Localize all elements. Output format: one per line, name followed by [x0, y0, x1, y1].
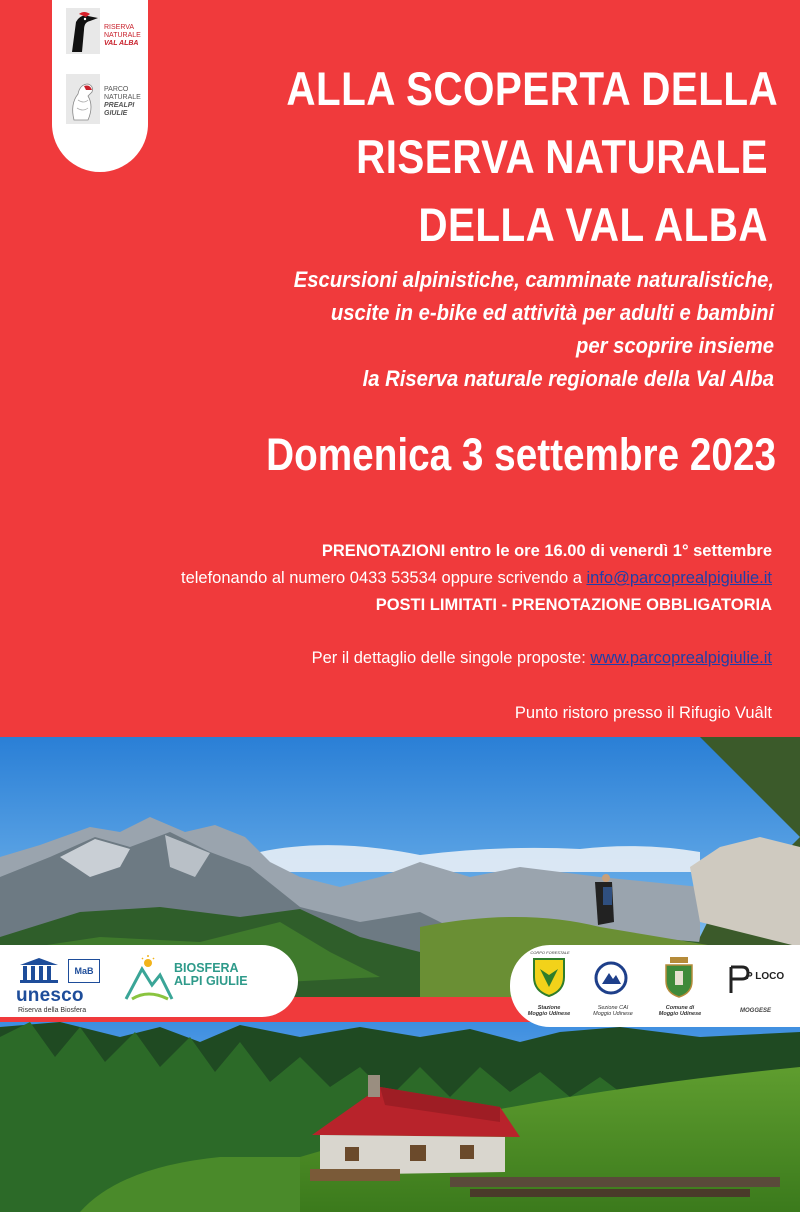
details-text: Per il dettaglio delle singole proposte:	[311, 649, 591, 667]
event-date: Domenica 3 settembre 2023	[266, 429, 776, 480]
booking-deadline	[0, 538, 772, 565]
booking-info	[0, 538, 772, 727]
comune-caption: Comune di Moggio Udinese	[658, 1005, 702, 1017]
forestale-caption: Stazione Moggio Udinese	[527, 1005, 571, 1017]
cai-caption: Sezione CAI Moggio Udinese	[593, 1005, 633, 1017]
biosfera-mountain-icon	[122, 955, 174, 1005]
ristoro-note: Punto ristoro presso il Rifugio Vuâlt	[514, 704, 772, 722]
booking-deadline-text: entro le ore 16.00 di venerdì 1° settembre	[445, 542, 772, 560]
unesco-subtitle: Riserva della Biosfera	[18, 1007, 87, 1014]
subtitle-line-3: per scoprire insieme	[575, 333, 774, 358]
title-line-2: RISERVA NATURALE	[356, 130, 768, 183]
parco-logo	[66, 74, 146, 124]
booking-label: PRENOTAZIONI	[321, 542, 446, 560]
website-link[interactable]: www.parcoprealpigiulie.it	[590, 649, 772, 667]
riserva-logo	[66, 8, 146, 58]
logo-badge	[52, 0, 148, 172]
subtitle	[130, 263, 774, 395]
comune-crest-icon	[662, 955, 696, 999]
mab-badge: MaB	[68, 959, 100, 983]
parco-logo-text: PARCO NATURALE PREALPI GIULIE	[104, 86, 141, 117]
email-link[interactable]: info@parcoprealpigiulie.it	[586, 569, 772, 587]
biosfera-logo-text: BIOSFERA ALPI GIULIE	[174, 961, 248, 988]
woodpecker-icon	[66, 8, 100, 54]
cai-badge-icon	[594, 961, 628, 995]
title-line-1: ALLA SCOPERTA DELLA	[286, 62, 779, 115]
booking-limited: POSTI LIMITATI - PRENOTAZIONE OBBLIGATORIA	[375, 596, 772, 614]
forestale-top-text: CORPO FORESTALE	[530, 950, 570, 955]
proloco-subtitle: MOGGESE	[740, 1008, 772, 1014]
riserva-logo-text: RISERVA NATURALE VAL ALBA	[104, 24, 141, 47]
corpo-forestale-shield-icon	[532, 957, 566, 997]
page-title	[286, 55, 779, 259]
booking-contact-text: telefonando al numero 0433 53534 oppure scrivendo a	[181, 569, 587, 587]
title-line-3: DELLA VAL ALBA	[418, 198, 768, 251]
ptarmigan-icon	[66, 74, 100, 124]
unesco-logo-text: unesco	[16, 985, 84, 1006]
logo-strip-right	[510, 945, 800, 1027]
subtitle-line-1: Escursioni alpinistiche, camminate naturalistiche,	[293, 267, 774, 292]
logo-strip-left	[0, 945, 298, 1017]
subtitle-line-4: la Riserva naturale regionale della Val Alba	[362, 366, 774, 391]
unesco-temple-icon	[18, 957, 60, 983]
subtitle-line-2: uscite in e-bike ed attività per adulti e bambini	[330, 300, 774, 325]
proloco-logo-text: P LOCO	[746, 971, 785, 982]
details-line	[0, 645, 772, 672]
booking-contact	[0, 565, 772, 592]
